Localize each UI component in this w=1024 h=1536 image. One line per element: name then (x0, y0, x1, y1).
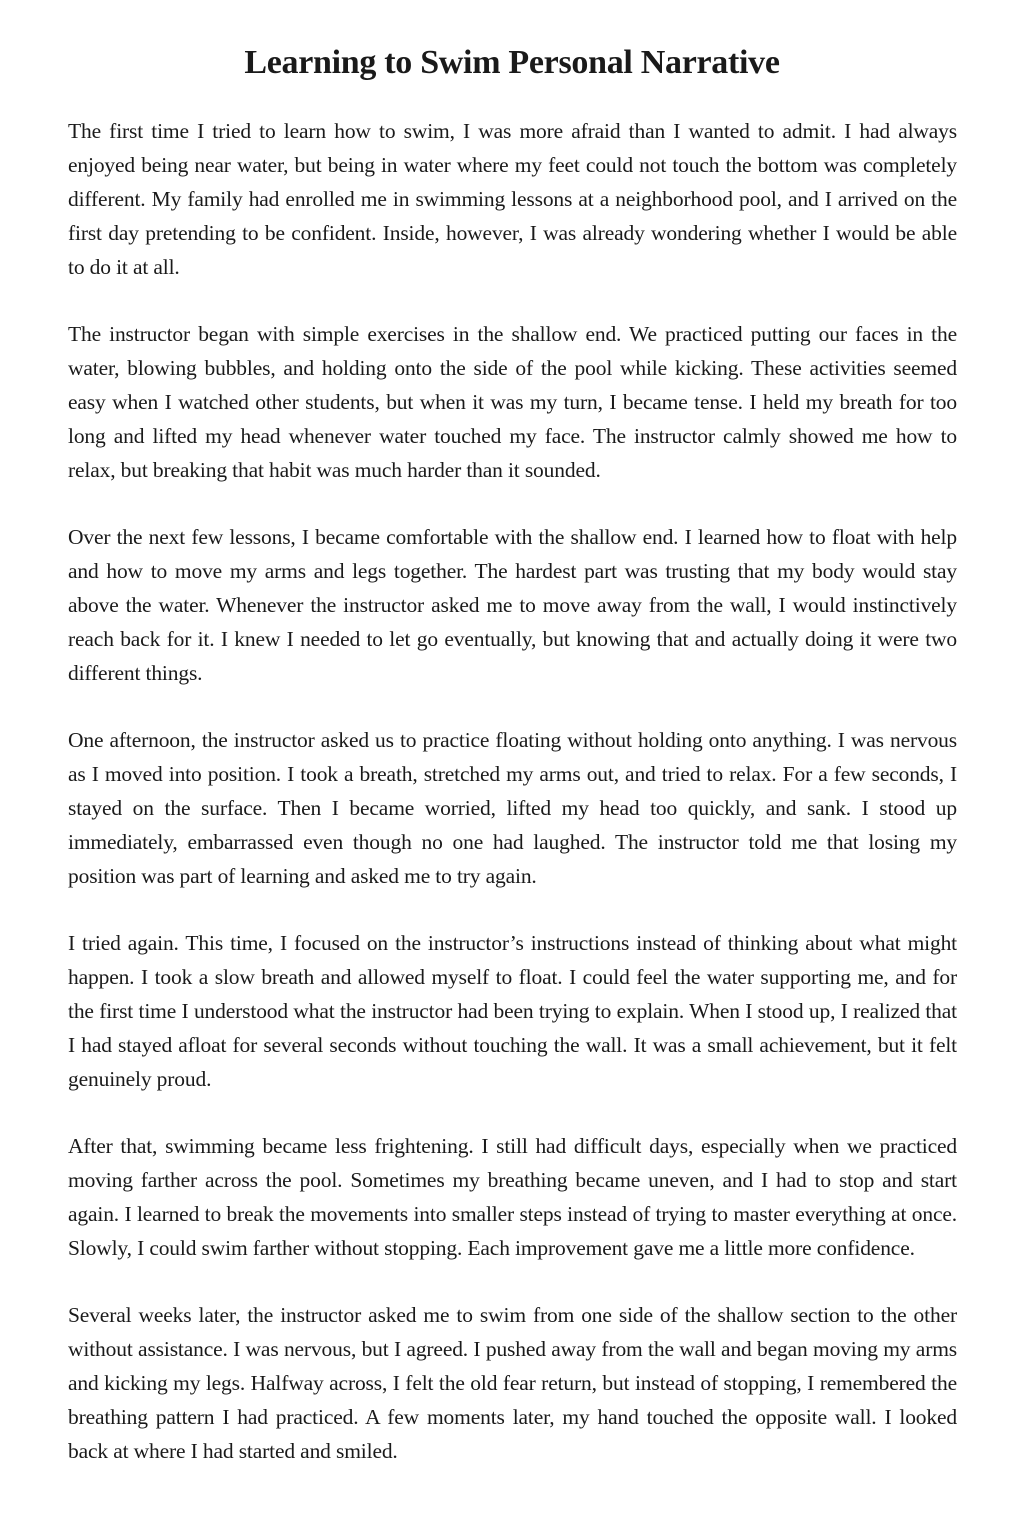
document-title: Learning to Swim Personal Narrative (244, 44, 780, 81)
paragraph-5: I tried again. This time, I focused on the instructor’s instructions instead of thinking about what might happen. I took a slow breath and allowed myself to float. I could feel the water supporting me, and for the first time I understood what the instructor had been trying to explain. When I stood up, I realized that I had stayed afloat for several seconds without touching the wall. It was a small achievement, but it felt genuinely proud. (68, 931, 957, 1091)
paragraph-6: After that, swimming became less frightening. I still had difficult days, especially when we practiced moving farther across the pool. Sometimes my breathing became uneven, and I had to stop and start again. I learned to break the movements into smaller steps instead of trying to master everything at once. Slowly, I could swim farther without stopping. Each improvement gave me a little more confidence. (68, 1134, 957, 1260)
paragraph-2: The instructor began with simple exercises in the shallow end. We practiced putting our faces in the water, blowing bubbles, and holding onto the side of the pool while kicking. These activities seemed easy when I watched other students, but when it was my turn, I became tense. I held my breath for too long and lifted my head whenever water touched my face. The instructor calmly showed me how to relax, but breaking that habit was much harder than it sounded. (68, 322, 957, 482)
document-body (68, 114, 957, 1468)
paragraph-3: Over the next few lessons, I became comfortable with the shallow end. I learned how to float with help and how to move my arms and legs together. The hardest part was trusting that my body would stay above the water. Whenever the instructor asked me to move away from the wall, I would instinctively reach back for it. I knew I needed to let go eventually, but knowing that and actually doing it were two different things. (68, 525, 957, 685)
paragraph-4: One afternoon, the instructor asked us to practice floating without holding onto anything. I was nervous as I moved into position. I took a breath, stretched my arms out, and tried to relax. For a few seconds, I stayed on the surface. Then I became worried, lifted my head too quickly, and sank. I stood up immediately, embarrassed even though no one had laughed. The instructor told me that losing my position was part of learning and asked me to try again. (68, 728, 957, 888)
paragraph-7: Several weeks later, the instructor asked me to swim from one side of the shallow section to the other without assistance. I was nervous, but I agreed. I pushed away from the wall and began moving my arms and kicking my legs. Halfway across, I felt the old fear return, but instead of stopping, I remembered the breathing pattern I had practiced. A few moments later, my hand touched the opposite wall. I looked back at where I had started and smiled. (68, 1303, 957, 1463)
paragraph-1: The first time I tried to learn how to swim, I was more afraid than I wanted to admit. I had always enjoyed being near water, but being in water where my feet could not touch the bottom was completely different. My family had enrolled me in swimming lessons at a neighborhood pool, and I arrived on the first day pretending to be confident. Inside, however, I was already wondering whether I would be able to do it at all. (68, 119, 957, 279)
